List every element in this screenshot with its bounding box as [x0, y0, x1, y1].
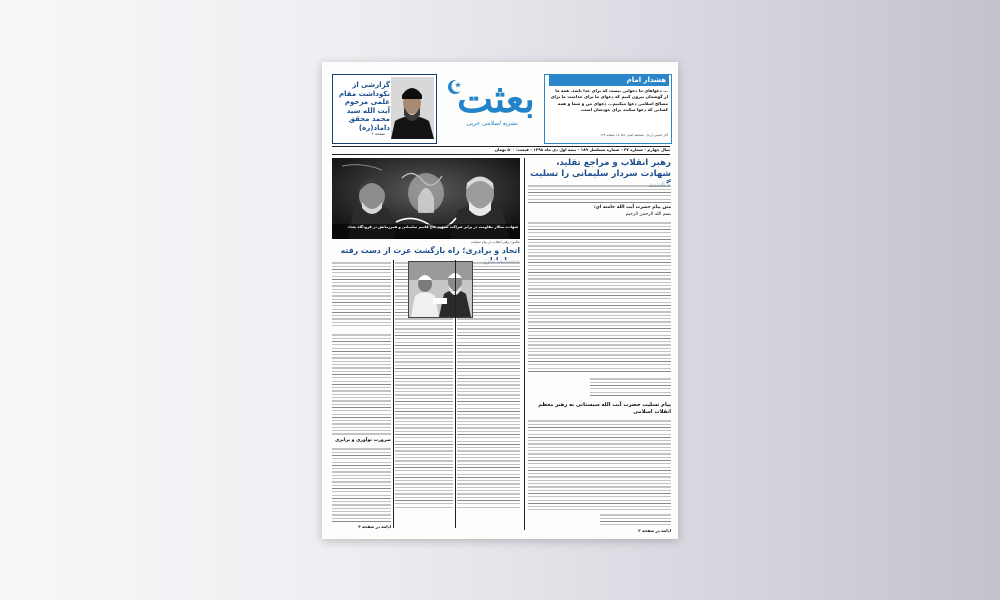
masthead-subtitle: نشریه اسلامی عربی [466, 120, 518, 127]
masthead-title: بعثت [457, 76, 535, 121]
headline-left: اتحاد و برادری؛ راه بازگشت عزت از دست رفته [340, 246, 520, 255]
lead-photo [332, 158, 520, 239]
continued-right: ادامه در صفحه ۲ [638, 528, 671, 533]
headline-right: رهبر انقلاب و مراجع تقلید، شهادت سردار سلیمانی را تسلیت [530, 158, 671, 179]
report-page-ref: صفحه ۲ [371, 131, 385, 136]
masthead-logo [440, 74, 538, 140]
subhead-left: ضرورت نوآوری و برابری [335, 438, 391, 443]
issue-line: سال چهارم - شماره ۴۷ - شماره مسلسل ۱۸۹ - نیمه اول دی ماه ۱۳۹۸ - قیمت: ۵۰۰ تومان [494, 147, 670, 152]
imam-source: آثار خمینی (ره) - صحیفه امام، جلد ۱۸ صفحه ۱۲۳ [600, 133, 668, 137]
right-body-sign [590, 376, 671, 398]
imam-warning-box [544, 74, 672, 144]
lead-label: متن پیام حضرت آیت الله خامنه ای: [593, 205, 671, 210]
masthead-rule-bottom [332, 154, 670, 155]
cleric-portrait [391, 77, 434, 139]
right-body-bottom [528, 418, 671, 510]
photo-caption: شهادت سالار مقاومت در برابر شراکت سپهبد حاج قاسم سلیمانی و همرزمانش در فرودگاه بغداد [347, 225, 518, 229]
photo-sub: عکس: رهبر انقلاب در پیام تسلیت [470, 240, 520, 244]
newspaper-page [322, 62, 678, 539]
report-text: گزارشی از نکوداشت مقام علمی مرحوم آیت الله سید محمد محقق داماد(ره) [339, 81, 390, 132]
right-body-top [528, 183, 671, 205]
right-body-main [528, 220, 671, 372]
left-divider-2 [455, 260, 456, 528]
left-col-a-lower [332, 332, 391, 436]
left-col-a [332, 260, 391, 328]
continued-left: ادامه در صفحه ۴ [358, 524, 391, 529]
imam-box-title: هشدار امام [549, 75, 669, 86]
left-col-a-bottom [332, 446, 391, 524]
lead-basmala: بسم الله الرحمن الرحیم [625, 212, 671, 217]
left-divider-1 [393, 260, 394, 528]
message-heading: پیام تسلیت حضرت آیت الله سیستانی به رهبر معظم انقلاب اسلامی [538, 402, 671, 415]
report-box[interactable] [332, 74, 437, 144]
right-body-closing [600, 512, 671, 527]
column-divider [524, 158, 525, 530]
inset-photo [408, 261, 473, 318]
imam-quote: ... دعواهای ما دعوایی نیست که برای خدا باشد. همه ما از گوشمان بیرون کنیم که دعوای ما برای خداست ما برای مصالح اسلامی دعوا میکنیم... دعوای من و شما و همه کسانی که دعوا میکنند برای خودشان است. [550, 88, 668, 113]
